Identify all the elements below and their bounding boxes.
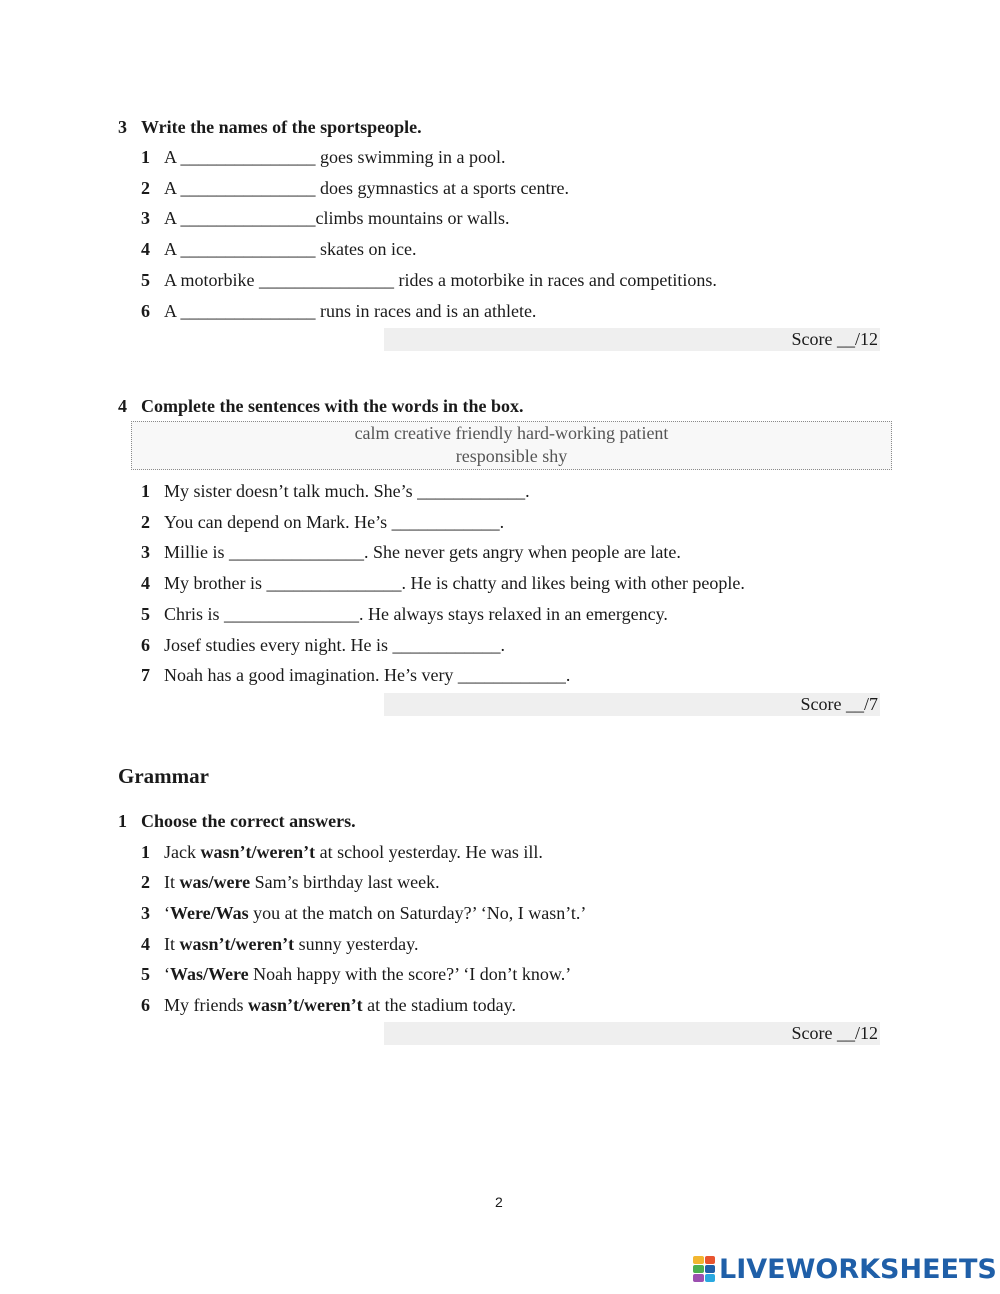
item-number: 2 [141,512,150,532]
item-text: My brother is _______________. He is chatty and likes being with other people. [164,573,745,593]
item-number: 4 [141,934,150,954]
exercise-instruction: Complete the sentences with the words in the box. [141,396,524,416]
item-text: A _______________ runs in races and is an athlete. [164,301,537,321]
exercise-instruction: Choose the correct answers. [141,811,356,831]
item-text: You can depend on Mark. He’s ____________. [164,512,505,532]
item-number: 2 [141,872,150,892]
answer-choice[interactable]: wasn’t/weren’t [179,934,295,954]
item-number: 6 [141,995,150,1015]
item-text: Chris is _______________. He always stays relaxed in an emergency. [164,604,668,624]
item-text: Josef studies every night. He is ____________. [164,635,505,655]
score-bar [384,693,880,716]
item-number: 3 [141,903,150,923]
item-number: 1 [141,481,150,501]
section-heading: Grammar [118,764,209,788]
item-number: 4 [141,573,150,593]
score-bar [384,328,880,351]
exercise-4-title [118,396,523,417]
answer-choice[interactable]: was/were [179,872,251,892]
logo-text: LIVEWORKSHEETS [719,1253,997,1285]
item-number: 7 [141,665,150,685]
exercise-instruction: Write the names of the sportspeople. [141,117,422,137]
exercise-number: 1 [118,811,127,831]
item-text: Noah has a good imagination. He’s very ____________. [164,665,571,685]
word-box-line: responsible shy [455,446,568,466]
exercise-number: 4 [118,396,127,416]
answer-choice[interactable]: wasn’t/weren’t [248,995,363,1015]
grammar-exercise-1-title [118,811,356,832]
score-label: Score __/12 [791,329,878,349]
score-bar [384,1022,880,1045]
item-number: 5 [141,604,150,624]
page-number: 2 [495,1194,503,1210]
item-text: Millie is _______________. She never gets angry when people are late. [164,542,681,562]
item-number: 6 [141,301,150,321]
answer-choice[interactable]: Was/Were [170,964,249,984]
answer-choice[interactable]: Were/Was [170,903,249,923]
item-number: 1 [141,147,150,167]
score-label: Score __/12 [791,1023,878,1043]
item-text: It was/were Sam’s birthday last week. [164,872,440,892]
item-text: My sister doesn’t talk much. She’s ____________. [164,481,530,501]
exercise-number: 3 [118,117,127,137]
item-text: A _______________climbs mountains or walls. [164,208,510,228]
item-text: A _______________ skates on ice. [164,239,417,259]
item-text: ‘Were/Was you at the match on Saturday?’ ‘No, I wasn’t.’ [164,903,587,923]
item-text: A _______________ goes swimming in a pool. [164,147,506,167]
item-number: 5 [141,270,150,290]
item-text: Jack wasn’t/weren’t at school yesterday. He was ill. [164,842,543,862]
answer-choice[interactable]: wasn’t/weren’t [200,842,316,862]
item-number: 2 [141,178,150,198]
item-number: 1 [141,842,150,862]
item-number: 6 [141,635,150,655]
item-number: 4 [141,239,150,259]
liveworksheets-logo [693,1252,997,1286]
item-text: A _______________ does gymnastics at a sports centre. [164,178,569,198]
word-box [131,421,892,470]
item-number: 3 [141,208,150,228]
liveworksheets-logo-icon [693,1256,715,1282]
item-text: A motorbike _______________ rides a motorbike in races and competitions. [164,270,717,290]
item-text: ‘Was/Were Noah happy with the score?’ ‘I don’t know.’ [164,964,572,984]
item-number: 5 [141,964,150,984]
item-text: It wasn’t/weren’t sunny yesterday. [164,934,419,954]
exercise-3-title [118,117,422,138]
item-text: My friends wasn’t/weren’t at the stadium today. [164,995,516,1015]
score-label: Score __/7 [800,694,878,714]
word-box-line: calm creative friendly hard-working patient [354,423,669,443]
item-number: 3 [141,542,150,562]
